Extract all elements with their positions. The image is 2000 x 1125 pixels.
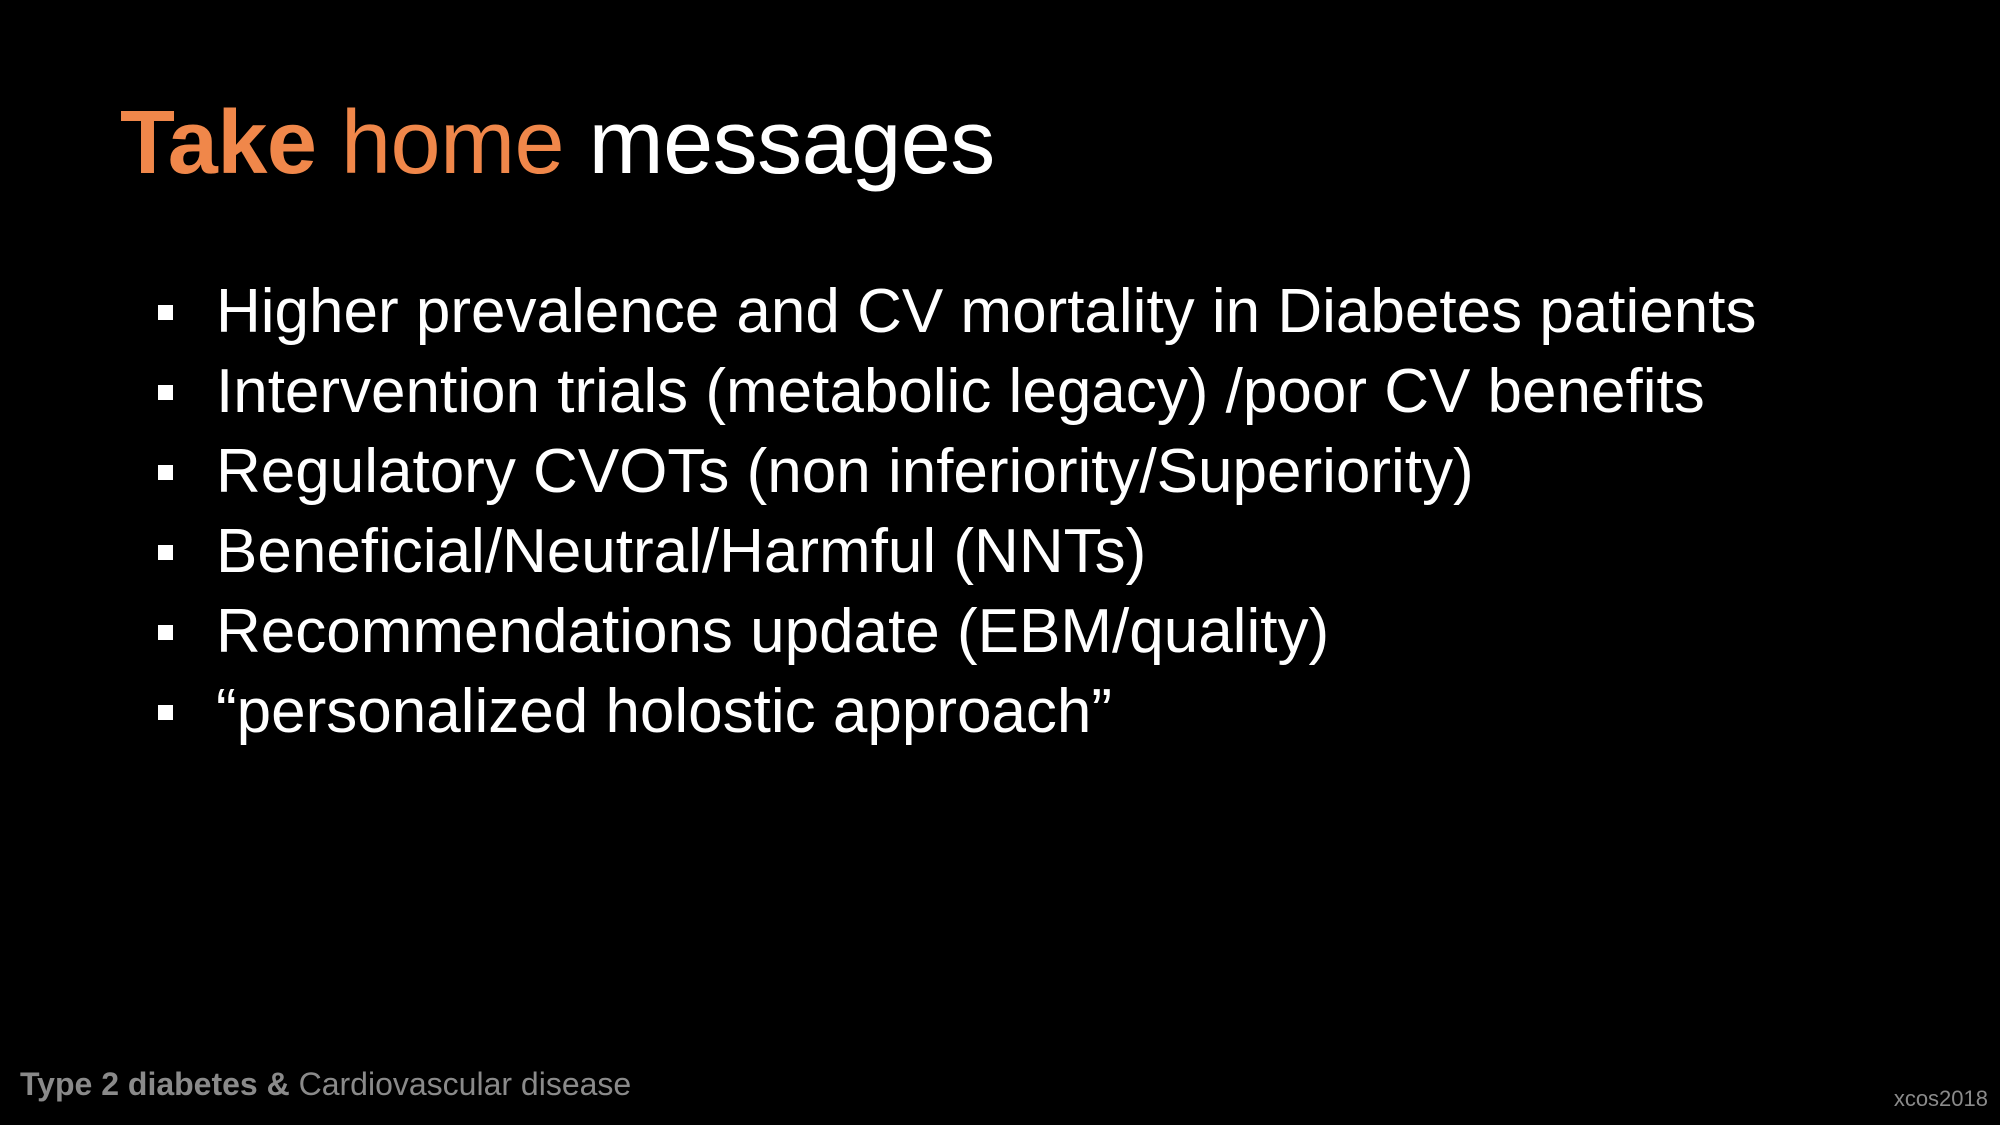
title-messages: messages [564, 93, 995, 193]
title-take: Take [120, 93, 317, 193]
slide-title [120, 88, 995, 198]
bullet-text: “personalized holostic approach” [216, 677, 1113, 746]
bullet-item [158, 352, 1756, 432]
bullet-item [158, 512, 1756, 592]
square-bullet-icon [158, 545, 173, 560]
square-bullet-icon [158, 625, 173, 640]
footer-topic-bold: Type 2 diabetes & [20, 1066, 299, 1102]
bullet-text: Regulatory CVOTs (non inferiority/Superiority) [216, 437, 1474, 506]
square-bullet-icon [158, 705, 173, 720]
bullet-text: Intervention trials (metabolic legacy) /poor CV benefits [216, 357, 1705, 426]
title-home: home [316, 93, 565, 193]
footer-topic [20, 1064, 631, 1104]
bullet-text: Higher prevalence and CV mortality in Diabetes patients [216, 277, 1757, 346]
square-bullet-icon [158, 465, 173, 480]
square-bullet-icon [158, 385, 173, 400]
bullet-item [158, 672, 1756, 752]
bullet-text: Beneficial/Neutral/Harmful (NNTs) [216, 517, 1147, 586]
bullet-list [158, 272, 1756, 752]
square-bullet-icon [158, 305, 173, 320]
bullet-item [158, 272, 1756, 352]
bullet-item [158, 432, 1756, 512]
bullet-item [158, 592, 1756, 672]
footer-topic-regular: Cardiovascular disease [298, 1066, 632, 1102]
bullet-text: Recommendations update (EBM/quality) [216, 597, 1330, 666]
footer-event-tag: xcos2018 [1893, 1086, 1988, 1111]
